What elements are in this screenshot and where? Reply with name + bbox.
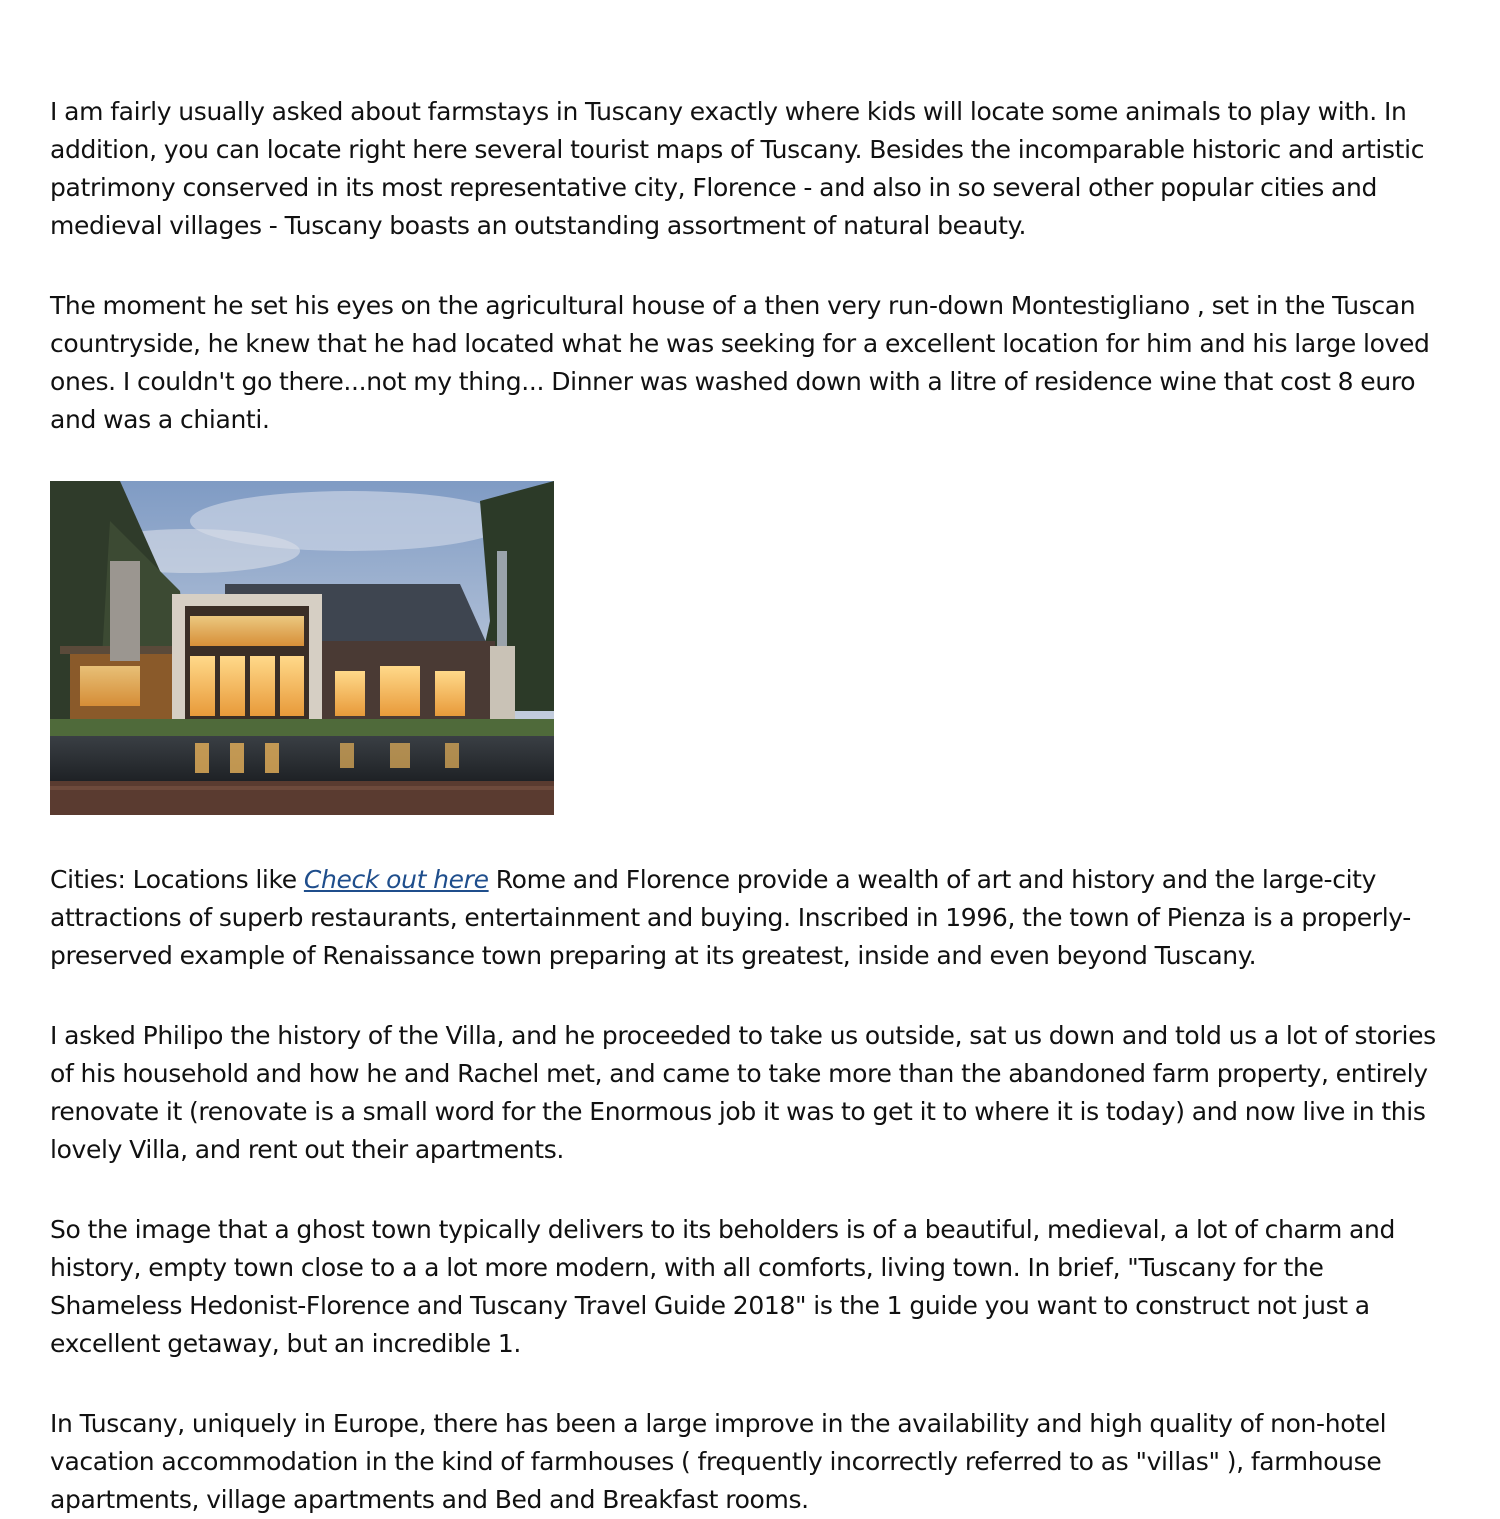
check-out-here-link[interactable]: Check out here — [303, 865, 489, 894]
modern-farmhouse-photo — [50, 481, 554, 815]
paragraph-philipo: I asked Philipo the history of the Villa, and he proceeded to take us outside, sat us down and told us a lot of stories of his household and how he and Rachel met, and came to take more than the abandoned farm property, entirely renovate it (renovate is a small word for the Enormous job it was to get it to where it is today) and now live in this lovely Villa, and rent out their apartments. — [50, 1021, 1436, 1164]
paragraph-accommodation: In Tuscany, uniquely in Europe, there has been a large improve in the availability and high quality of non-hotel vacation accommodation in the kind of farmhouses ( frequently incorrectly referred to as "villas" ), farmhouse apartments, village apartments and Bed and Breakfast rooms. — [50, 1409, 1387, 1514]
paragraph-cities-lead: Cities: Locations like — [50, 865, 304, 894]
house-photo-container — [50, 481, 1450, 815]
paragraph-cities-rest: Rome and Florence provide a wealth of art and history and the large-city attractions of superb restaurants, entertainment and buying. Inscribed in 1996, the town of Pienza is a properly-preserved example of Renaissance town preparing at its greatest, inside and even beyond Tuscany. — [50, 865, 1411, 970]
paragraph-ghost-town: So the image that a ghost town typically delivers to its beholders is of a beautiful, medieval, a lot of charm and history, empty town close to a a lot more modern, with all comforts, living town. In brief, "Tuscany for the Shameless Hedonist-Florence and Tuscany Travel Guide 2018" is the 1 guide you want to construct not just a excellent getaway, but an incredible 1. — [50, 1215, 1396, 1358]
paragraph-montestigliano: The moment he set his eyes on the agricultural house of a then very run-down Montestigliano , set in the Tuscan countryside, he knew that he had located what he was seeking for a excellent location for him and his large loved ones. I couldn't go there...not my thing... Dinner was washed down with a litre of residence wine that cost 8 euro and was a chianti. — [50, 291, 1430, 434]
paragraph-farmstays: I am fairly usually asked about farmstays in Tuscany exactly where kids will locate some animals to play with. In addition, you can locate right here several tourist maps of Tuscany. Besides the incomparable historic and artistic patrimony conserved in its most representative city, Florence - and also in so several other popular cities and medieval villages - Tuscany boasts an outstanding assortment of natural beauty. — [50, 97, 1425, 240]
paragraph-cities — [50, 861, 1450, 975]
document-page — [50, 93, 1450, 1519]
